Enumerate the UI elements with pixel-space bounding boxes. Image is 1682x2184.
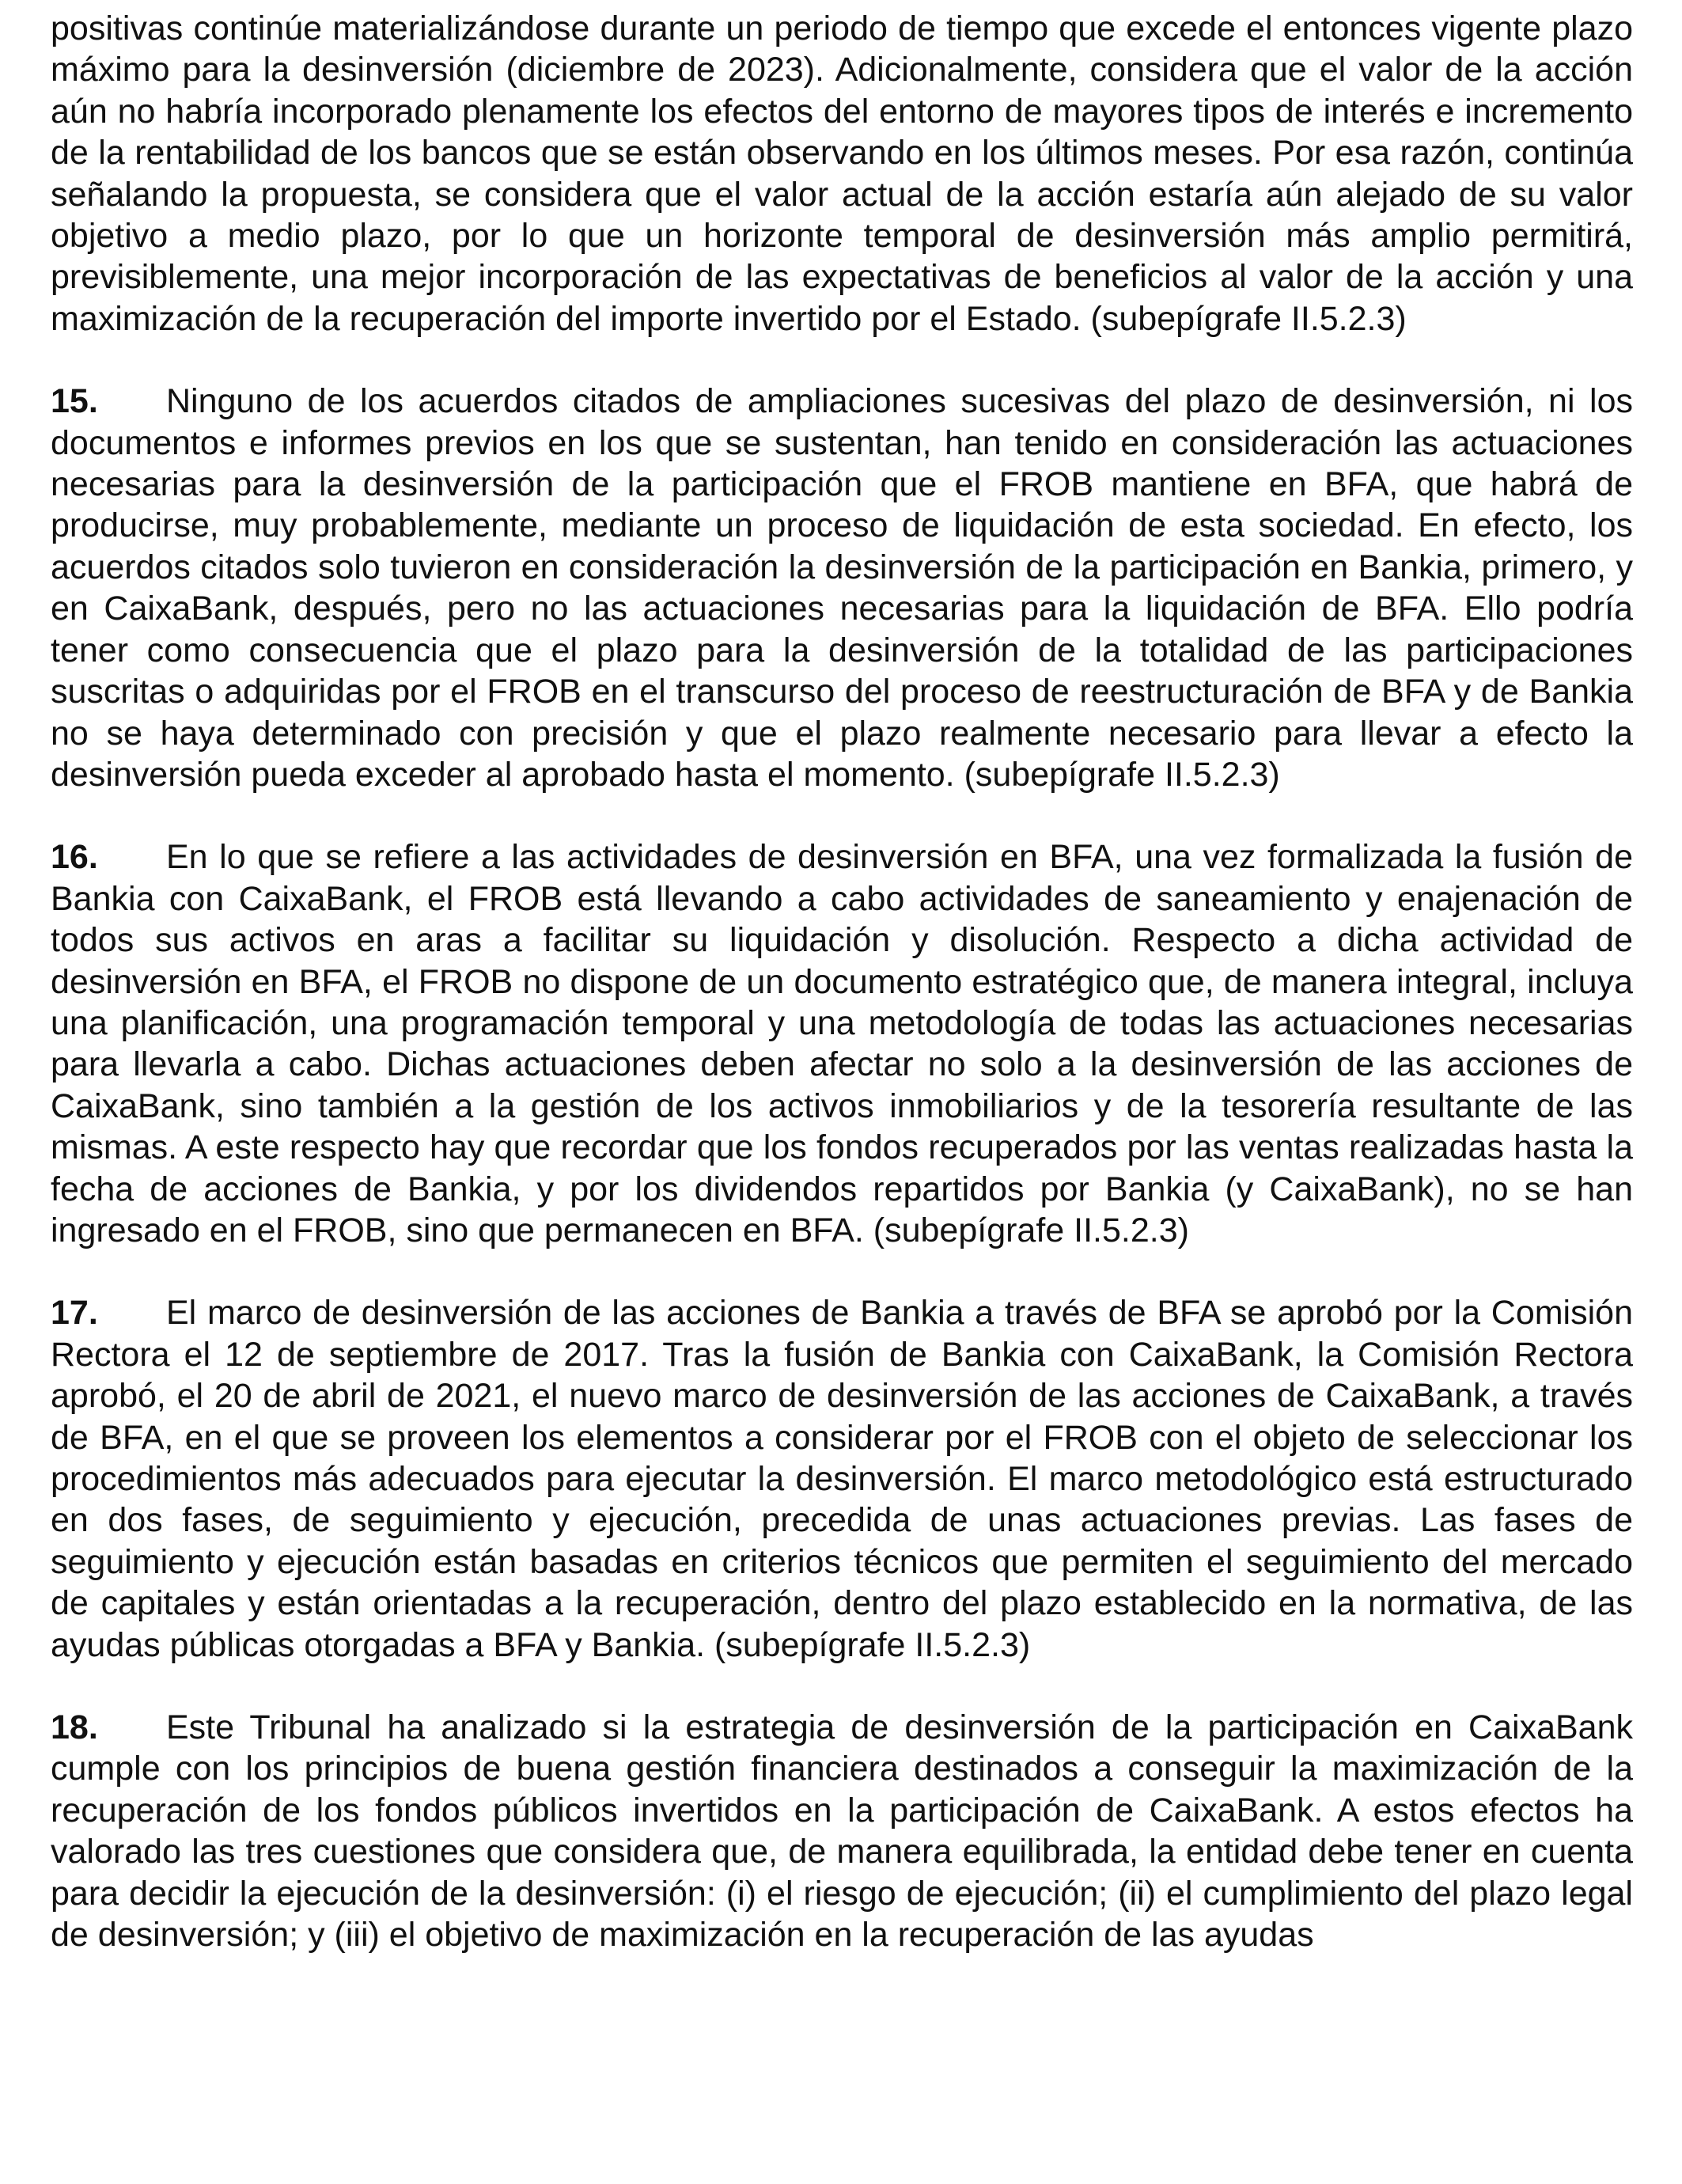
paragraph-text: En lo que se refiere a las actividades de desinversión en BFA, una vez formalizada la fusión de Bankia con CaixaBank, el FROB está llevando a cabo actividades de saneamiento y enajenación de todos sus activos en aras a facilitar su liquidación y disolución. Respecto a dicha actividad de desinversión en BFA, el FROB no dispone de un documento estratégico que, de manera integral, incluya una planificación, una programación temporal y una metodología de todas las actuaciones necesarias para llevarla a cabo. Dichas actuaciones deben afectar no solo a la desinversión de las acciones de CaixaBank, sino también a la gestión de los activos inmobiliarios y de la tesorería resultante de las mismas. A este respecto hay que recordar que los fondos recuperados por las ventas realizadas hasta la fecha de acciones de Bankia, y por los dividendos repartidos por Bankia (y CaixaBank), no se han ingresado en el FROB, sino que permanecen en BFA. (subepígrafe II.5.2.3) <box>51 838 1633 1249</box>
paragraph-number: 18. <box>51 1708 98 1747</box>
paragraph-18 <box>51 1707 1633 1955</box>
paragraph-15 <box>51 381 1633 795</box>
paragraph-text: El marco de desinversión de las acciones de Bankia a través de BFA se aprobó por la Comisión Rectora el 12 de septiembre de 2017. Tras la fusión de Bankia con CaixaBank, la Comisión Rectora aprobó, el 20 de abril de 2021, el nuevo marco de desinversión de las acciones de CaixaBank, a través de BFA, en el que se proveen los elementos a considerar por el FROB con el objeto de seleccionar los procedimientos más adecuados para ejecutar la desinversión. El marco metodológico está estructurado en dos fases, de seguimiento y ejecución, precedida de unas actuaciones previas. Las fases de seguimiento y ejecución están basadas en criterios técnicos que permiten el seguimiento del mercado de capitales y están orientadas a la recuperación, dentro del plazo establecido en la normativa, de las ayudas públicas otorgadas a BFA y Bankia. (subepígrafe II.5.2.3) <box>51 1294 1633 1664</box>
paragraph-number: 15. <box>51 382 98 421</box>
paragraph-text: Ninguno de los acuerdos citados de ampliaciones sucesivas del plazo de desinversión, ni los documentos e informes previos en los que se sustentan, han tenido en consideración las actuaciones necesarias para la desinversión de la participación que el FROB mantiene en BFA, que habrá de producirse, muy probablemente, mediante un proceso de liquidación de esta sociedad. En efecto, los acuerdos citados solo tuvieron en consideración la desinversión de la participación en Bankia, primero, y en CaixaBank, después, pero no las actuaciones necesarias para la liquidación de BFA. Ello podría tener como consecuencia que el plazo para la desinversión de la totalidad de las participaciones suscritas o adquiridas por el FROB en el transcurso del proceso de reestructuración de BFA y de Bankia no se haya determinado con precisión y que el plazo realmente necesario para llevar a efecto la desinversión pueda exceder al aprobado hasta el momento. (subepígrafe II.5.2.3) <box>51 382 1633 794</box>
paragraph-16 <box>51 836 1633 1251</box>
intro-paragraph: positivas continúe materializándose durante un periodo de tiempo que excede el entonces vigente plazo máximo para la desinversión (diciembre de 2023). Adicionalmente, considera que el valor de la acción aún no habría incorporado plenamente los efectos del entorno de mayores tipos de interés e incremento de la rentabilidad de los bancos que se están observando en los últimos meses. Por esa razón, continúa señalando la propuesta, se considera que el valor actual de la acción estaría aún alejado de su valor objetivo a medio plazo, por lo que un horizonte temporal de desinversión más amplio permitirá, previsiblemente, una mejor incorporación de las expectativas de beneficios al valor de la acción y una maximización de la recuperación del importe invertido por el Estado. (subepígrafe II.5.2.3) <box>51 9 1633 338</box>
paragraph-text: Este Tribunal ha analizado si la estrategia de desinversión de la participación en CaixaBank cumple con los principios de buena gestión financiera destinados a conseguir la maximización de la recuperación de los fondos públicos invertidos en la participación de CaixaBank. A estos efectos ha valorado las tres cuestiones que considera que, de manera equilibrada, la entidad debe tener en cuenta para decidir la ejecución de la desinversión: (i) el riesgo de ejecución; (ii) el cumplimiento del plazo legal de desinversión; y (iii) el objetivo de maximización en la recuperación de las ayudas <box>51 1708 1633 1955</box>
document-page <box>51 8 1633 1996</box>
paragraph-number: 17. <box>51 1294 98 1333</box>
paragraph-17 <box>51 1292 1633 1666</box>
paragraph-number: 16. <box>51 838 98 877</box>
